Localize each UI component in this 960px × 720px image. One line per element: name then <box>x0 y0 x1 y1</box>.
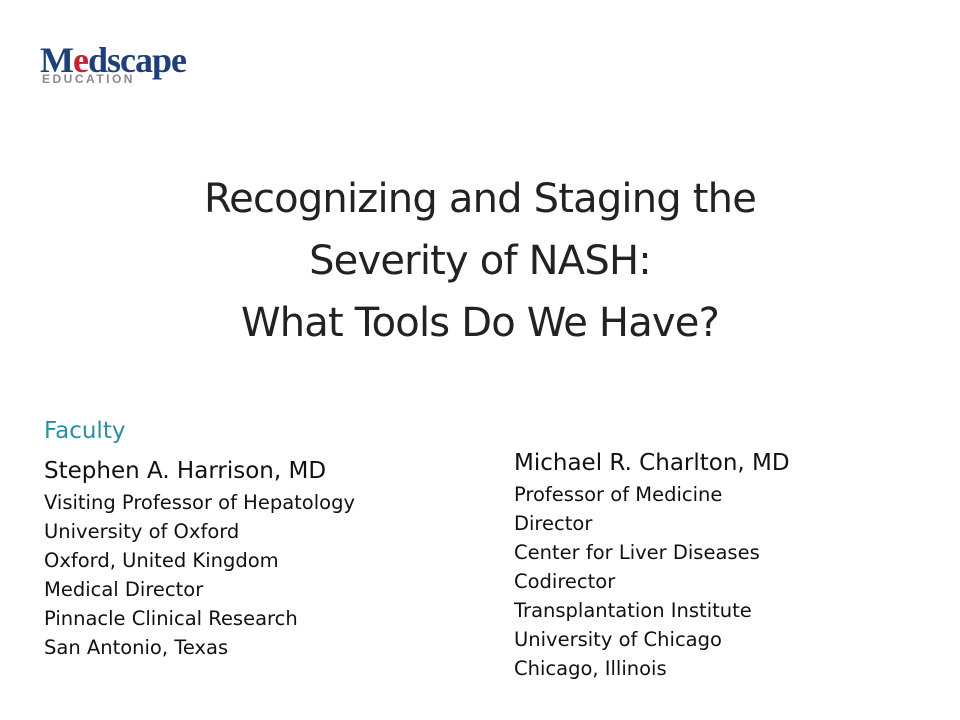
faculty-name: Michael R. Charlton, MD <box>514 450 790 476</box>
medscape-education-logo <box>40 40 210 90</box>
faculty-detail-line: Chicago, Illinois <box>514 657 667 680</box>
faculty-detail-line: Professor of Medicine <box>514 483 723 506</box>
faculty-detail-line: San Antonio, Texas <box>44 636 229 659</box>
faculty-name: Stephen A. Harrison, MD <box>44 458 327 484</box>
faculty-detail-line: Codirector <box>514 570 616 593</box>
faculty-detail-line: Director <box>514 512 593 535</box>
faculty-detail-line: Center for Liver Diseases <box>514 541 760 564</box>
title-line-3: What Tools Do We Have? <box>240 300 720 346</box>
faculty-member-harrison <box>44 454 355 662</box>
faculty-detail-line: Pinnacle Clinical Research <box>44 607 298 630</box>
slide-title <box>90 168 870 354</box>
faculty-detail-line: University of Chicago <box>514 628 722 651</box>
logo-letter-e: e <box>72 40 88 80</box>
logo-letters-dscape: dscape <box>87 40 186 80</box>
faculty-detail-line: Oxford, United Kingdom <box>44 549 279 572</box>
faculty-detail-line: Medical Director <box>44 578 204 601</box>
faculty-detail-line: Transplantation Institute <box>514 599 752 622</box>
title-line-1: Recognizing and Staging the <box>203 176 757 222</box>
faculty-heading: Faculty <box>44 418 126 444</box>
faculty-detail-line: Visiting Professor of Hepatology <box>44 491 355 514</box>
logo-letter-m: M <box>40 40 73 80</box>
logo-subtitle: EDUCATION <box>42 72 135 86</box>
faculty-member-charlton <box>514 446 790 683</box>
faculty-detail-line: University of Oxford <box>44 520 240 543</box>
title-line-2: Severity of NASH: <box>309 238 651 284</box>
